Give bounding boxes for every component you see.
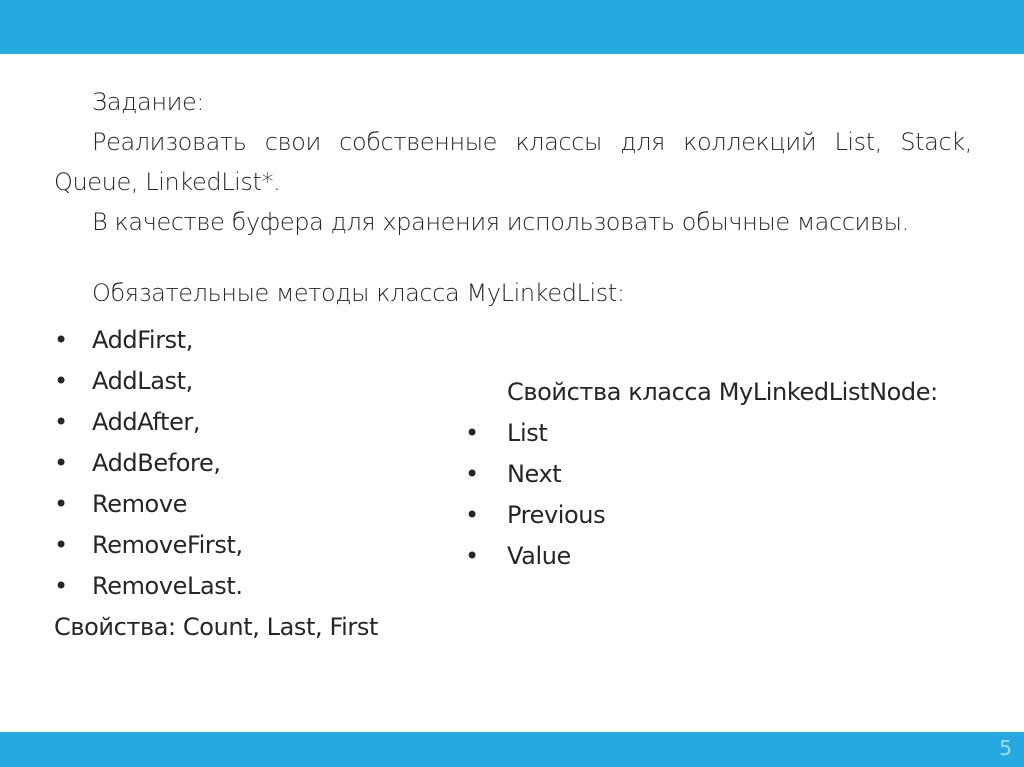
list-item [54,525,378,566]
bullet-icon: • [54,326,68,354]
node-property: Next [507,460,562,488]
bullet-icon: • [54,449,68,477]
list-item [54,320,378,361]
bullet-icon: • [465,542,479,570]
top-accent-bar [0,0,1024,54]
page-number: 5 [999,736,1012,760]
method-name: AddLast, [92,367,193,395]
list-item [54,443,378,484]
bullet-icon: • [54,367,68,395]
node-property: Previous [507,501,606,529]
list-item [465,454,938,495]
task-heading: Задание: [92,88,205,116]
method-name: RemoveFirst, [92,531,243,559]
node-properties [465,372,938,577]
method-name: AddFirst, [92,326,194,354]
task-buffer-note: В качестве буфера для хранения использовать обычные массивы. [92,208,909,236]
bullet-icon: • [54,490,68,518]
method-name: Remove [92,490,187,518]
list-item [465,495,938,536]
list-item [54,402,378,443]
bottom-accent-bar [0,732,1024,767]
task-description: Реализовать свои собственные классы для коллекций List, Stack, Queue, LinkedList*. [54,128,972,196]
node-heading: Свойства класса MyLinkedListNode: [507,378,938,406]
bullet-icon: • [54,531,68,559]
method-name: AddAfter, [92,408,201,436]
methods-list [54,320,378,648]
method-name: AddBefore, [92,449,221,477]
list-item [465,536,938,577]
list-item [54,566,378,607]
node-property: List [507,419,548,447]
list-item [54,361,378,402]
list-item [465,413,938,454]
properties-line: Свойства: Count, Last, First [54,613,379,641]
spacer [54,242,972,277]
node-property: Value [507,542,571,570]
method-name: RemoveLast. [92,572,243,600]
bullet-icon: • [465,501,479,529]
bullet-icon: • [465,460,479,488]
methods-heading: Обязательные методы класса MyLinkedList: [92,279,625,307]
task-text-block [54,82,972,313]
bullet-icon: • [465,419,479,447]
list-item [54,484,378,525]
bullet-icon: • [54,408,68,436]
bullet-icon: • [54,572,68,600]
